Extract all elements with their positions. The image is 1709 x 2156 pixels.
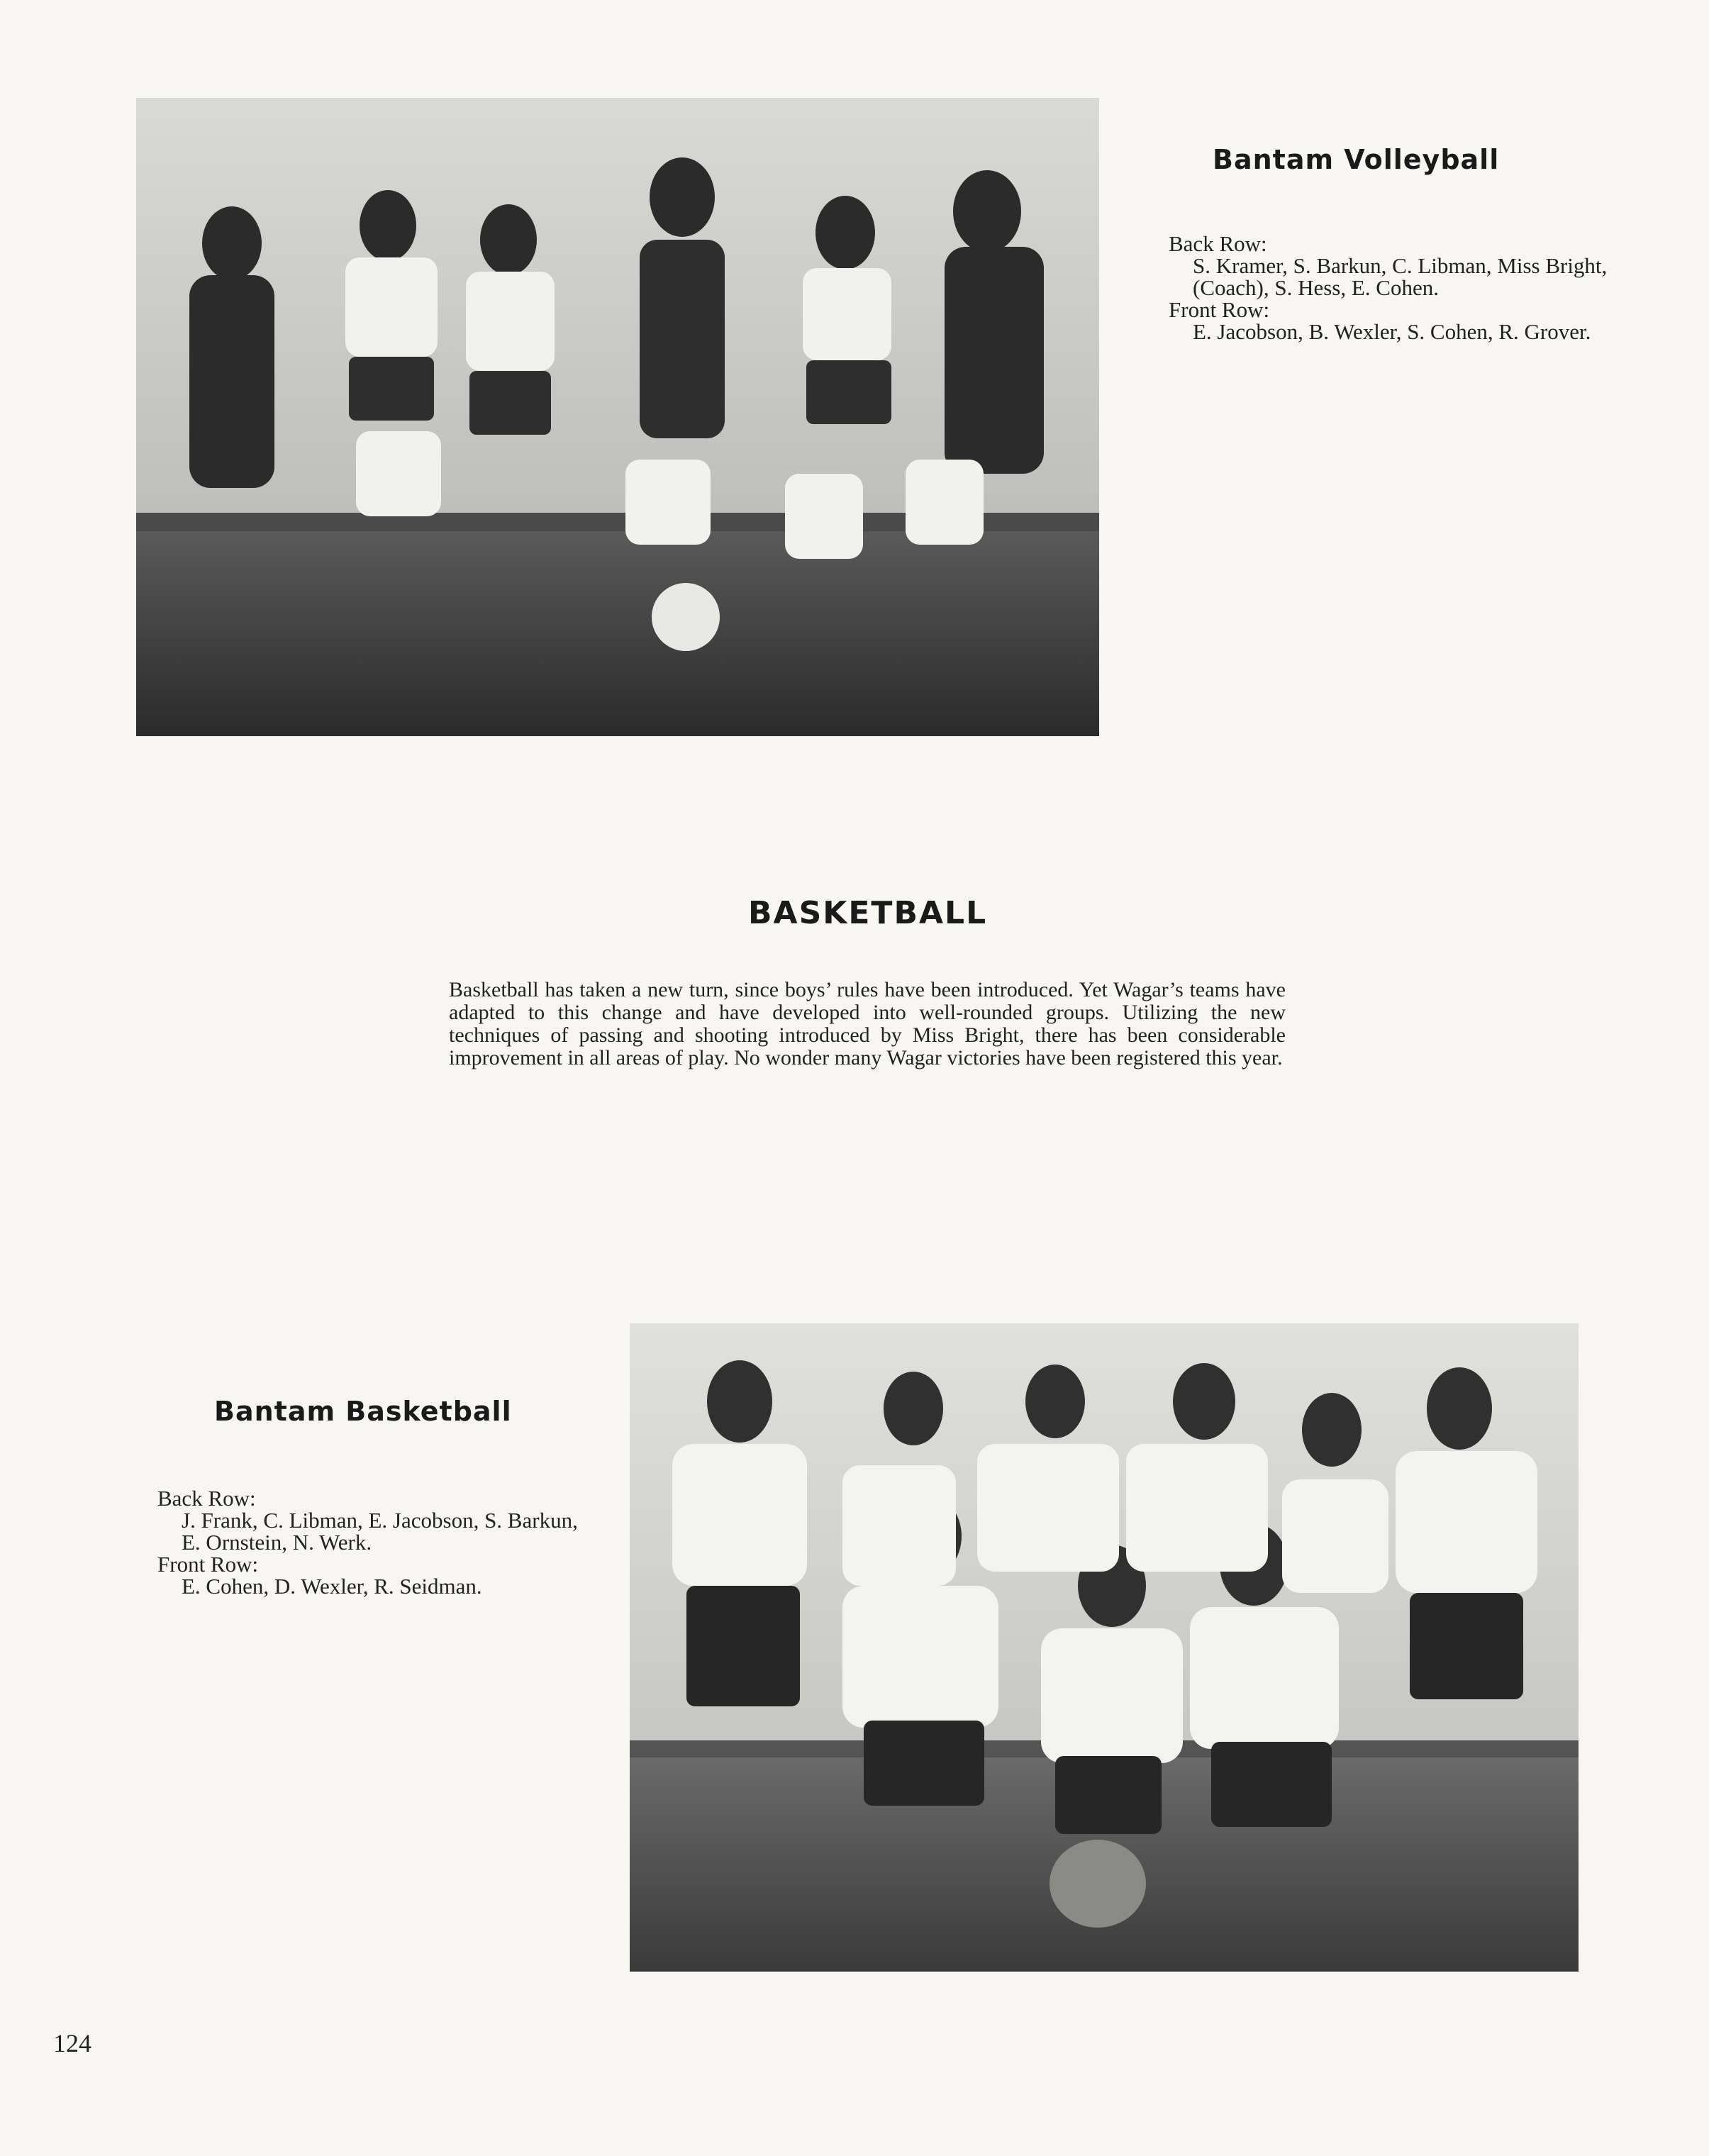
basketball-team-photo: [630, 1323, 1579, 1972]
bantam-basketball-roster: [157, 1487, 597, 1597]
bantam-basketball-title: Bantam Basketball: [214, 1396, 512, 1427]
volleyball-team-photo: [136, 98, 1099, 736]
bantam-basketball-back-row-names: J. Frank, C. Libman, E. Jacobson, S. Barkun, E. Ornstein, N. Werk.: [182, 1508, 578, 1555]
volleyball-roster: [1169, 233, 1608, 343]
basketball-paragraph: Basketball has taken a new turn, since boys’ rules have been introduced. Yet Wagar’s teams have adapted to this change and have developed into well-rounded groups. Utilizing the new techniques of passing and shooting introduced by Miss Bright, there has been considerable improvement in all areas of play. No wonder many Wagar victories have been registered this year.: [449, 978, 1286, 1069]
bantam-basketball-back-row-label: Back Row:: [157, 1486, 256, 1511]
volleyball-back-row-names: S. Kramer, S. Barkun, C. Libman, Miss Bright, (Coach), S. Hess, E. Cohen.: [1193, 253, 1608, 300]
basketball-heading: BASKETBALL: [748, 895, 988, 931]
volleyball-title: Bantam Volleyball: [1213, 144, 1500, 175]
page-number: 124: [53, 2029, 91, 2057]
volleyball-front-row-names: E. Jacobson, B. Wexler, S. Cohen, R. Grover.: [1193, 319, 1591, 344]
bantam-basketball-front-row-names: E. Cohen, D. Wexler, R. Seidman.: [182, 1574, 482, 1599]
bantam-basketball-front-row-label: Front Row:: [157, 1552, 259, 1577]
volleyball-back-row-label: Back Row:: [1169, 231, 1267, 256]
volleyball-front-row-label: Front Row:: [1169, 297, 1270, 322]
